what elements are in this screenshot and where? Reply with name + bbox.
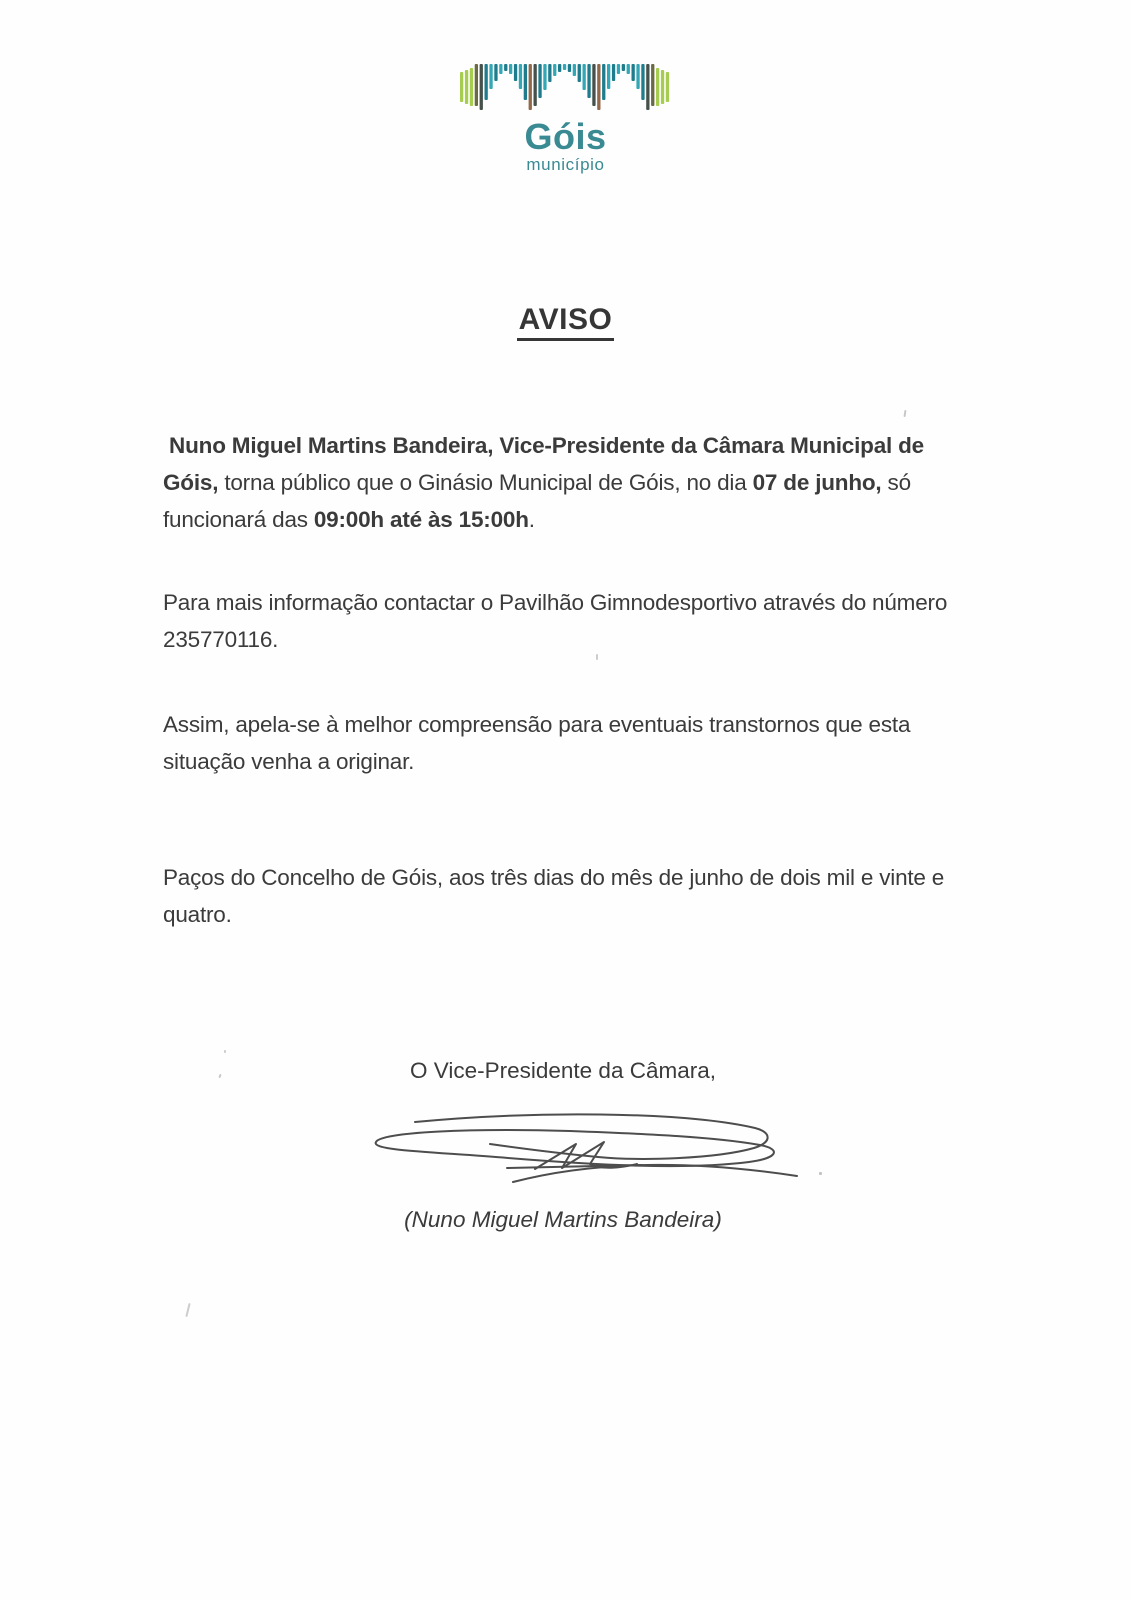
- scan-artifact: [819, 1172, 822, 1175]
- notice-paragraph-dateline: Paços do Concelho de Góis, aos três dias do mês de junho de dois mil e vinte e quatro.: [163, 865, 945, 927]
- notice-title-row: [0, 303, 1131, 341]
- scan-artifact: [596, 654, 598, 660]
- signature-role-line: O Vice-Presidente da Câmara,: [410, 1058, 716, 1083]
- signature-name-line: (Nuno Miguel Martins Bandeira): [404, 1207, 722, 1232]
- logo-municipality-name: Góis: [524, 116, 607, 157]
- signature-scribble: [350, 1085, 830, 1205]
- scan-artifact: [904, 410, 907, 417]
- logo-tagline: município: [526, 155, 605, 174]
- scan-artifact: [185, 1303, 190, 1317]
- municipality-logo: [0, 0, 1131, 190]
- bridge-logo-icon: [460, 64, 671, 110]
- notice-paragraph-contact: Para mais informação contactar o Pavilhão Gimnodesportivo através do número 235770116.: [163, 590, 948, 652]
- notice-paragraph-opening: Nuno Miguel Martins Bandeira, Vice-Presidente da Câmara Municipal de Góis, torna público que o Ginásio Municipal de Góis, no dia 07 de junho, só funcionará das 09:00h até às 15:00h.: [163, 433, 924, 532]
- notice-paragraph-apology: Assim, apela-se à melhor compreensão para eventuais transtornos que esta situação venha a originar.: [163, 712, 911, 774]
- notice-title: AVISO: [517, 303, 615, 341]
- scan-artifact: [224, 1050, 226, 1053]
